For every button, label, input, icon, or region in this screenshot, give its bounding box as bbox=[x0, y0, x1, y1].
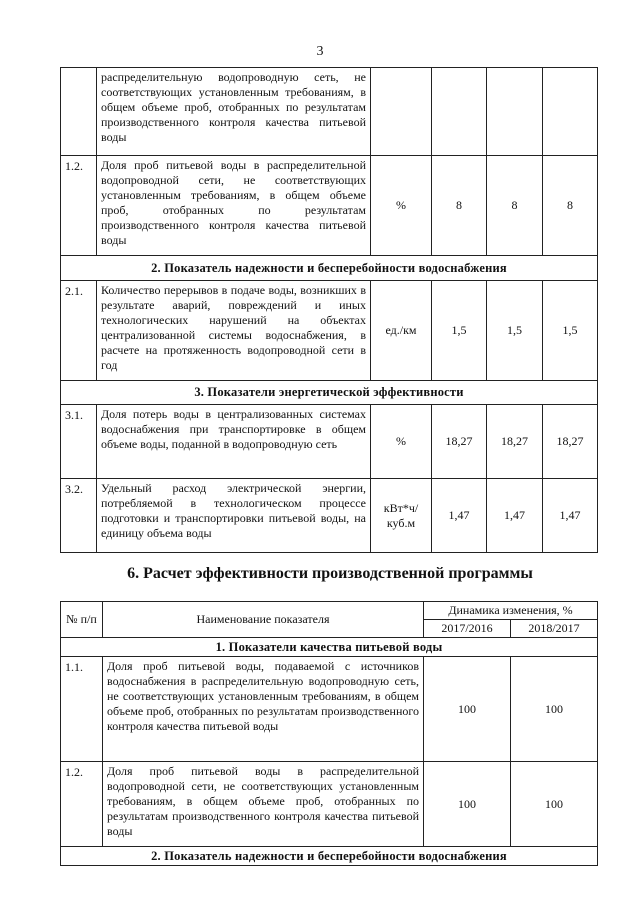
row-value-3: 1,5 bbox=[543, 281, 598, 381]
row-number: 3.2. bbox=[61, 479, 97, 553]
row-value-1: 8 bbox=[432, 156, 487, 256]
row-value-1: 1,5 bbox=[432, 281, 487, 381]
table-row bbox=[61, 68, 598, 156]
section-title: 1. Показатели качества питьевой воды bbox=[61, 638, 598, 657]
section-heading: 6. Расчет эффективности производственной программы bbox=[127, 565, 533, 582]
header-name: Наименование показателя bbox=[103, 602, 424, 638]
row-unit: ед./км bbox=[371, 281, 432, 381]
row-value-2: 100 bbox=[511, 762, 598, 847]
row-value-3: 1,47 bbox=[543, 479, 598, 553]
row-unit: кВт*ч/ куб.м bbox=[371, 479, 432, 553]
table-row bbox=[61, 479, 598, 553]
row-unit: % bbox=[371, 156, 432, 256]
table-row bbox=[61, 281, 598, 381]
row-number: 1.2. bbox=[61, 156, 97, 256]
row-value-3 bbox=[543, 68, 598, 156]
row-description: Доля потерь воды в централизованных системах водоснабжения при транспортировке в общем объеме воды, поданной в водопроводную сеть bbox=[97, 405, 371, 479]
row-value-2: 1,5 bbox=[487, 281, 543, 381]
table-row bbox=[61, 762, 598, 847]
row-value-1: 100 bbox=[424, 657, 511, 762]
row-number: 3.1. bbox=[61, 405, 97, 479]
table-row bbox=[61, 405, 598, 479]
row-unit: % bbox=[371, 405, 432, 479]
row-number: 2.1. bbox=[61, 281, 97, 381]
section-title: 3. Показатели энергетической эффективности bbox=[61, 381, 598, 405]
header-period-1: 2017/2016 bbox=[424, 620, 511, 638]
row-value-2: 1,47 bbox=[487, 479, 543, 553]
section-row bbox=[61, 256, 598, 281]
indicators-table bbox=[60, 67, 598, 553]
row-value-3: 18,27 bbox=[543, 405, 598, 479]
row-description: Количество перерывов в подаче воды, возникших в результате аварий, повреждений и иных технологических нарушений на объектах централизованной системы водоснабжения, в расчете на протяженность водопроводной сети в год bbox=[97, 281, 371, 381]
row-value-1: 1,47 bbox=[432, 479, 487, 553]
header-row bbox=[61, 602, 598, 620]
row-description: Удельный расход электрической энергии, потребляемой в технологическом процессе подготовки и транспортировки питьевой воды, на единицу объема воды bbox=[97, 479, 371, 553]
row-number: 1.1. bbox=[61, 657, 103, 762]
row-unit bbox=[371, 68, 432, 156]
row-value-2: 18,27 bbox=[487, 405, 543, 479]
section-row bbox=[61, 847, 598, 866]
section-row bbox=[61, 381, 598, 405]
efficiency-table bbox=[60, 601, 598, 866]
row-value-3: 8 bbox=[543, 156, 598, 256]
table-row bbox=[61, 156, 598, 256]
row-description: Доля проб питьевой воды в распределительной водопроводной сети, не соответствующих установленным требованиям, в общем объеме проб, отобранных по результатам производственного контроля качества питьевой воды bbox=[103, 762, 424, 847]
section-row bbox=[61, 638, 598, 657]
section-title: 2. Показатель надежности и бесперебойности водоснабжения bbox=[61, 256, 598, 281]
row-description: Доля проб питьевой воды в распределительной водопроводной сети, не соответствующих установленным требованиям, в общем объеме проб, отобранных по результатам производственного контроля качества питьевой воды bbox=[97, 156, 371, 256]
row-value-2: 100 bbox=[511, 657, 598, 762]
row-value-2: 8 bbox=[487, 156, 543, 256]
row-value-1 bbox=[432, 68, 487, 156]
row-number: 1.2. bbox=[61, 762, 103, 847]
table-row bbox=[61, 657, 598, 762]
header-dynamics: Динамика изменения, % bbox=[424, 602, 598, 620]
row-description: Доля проб питьевой воды, подаваемой с источников водоснабжения в распределительную водопроводную сеть, не соответствующих установленным требованиям, в общем объеме проб, отобранных по результатам производственного контроля качества питьевой воды bbox=[103, 657, 424, 762]
row-value-1: 100 bbox=[424, 762, 511, 847]
header-number: № п/п bbox=[61, 602, 103, 638]
row-number bbox=[61, 68, 97, 156]
row-value-1: 18,27 bbox=[432, 405, 487, 479]
row-description: распределительную водопроводную сеть, не соответствующих установленным требованиям, в общем объеме проб, отобранных по результатам производственного контроля качества питьевой воды bbox=[97, 68, 371, 156]
header-period-2: 2018/2017 bbox=[511, 620, 598, 638]
row-value-2 bbox=[487, 68, 543, 156]
section-title: 2. Показатель надежности и бесперебойности водоснабжения bbox=[61, 847, 598, 866]
page-number: 3 bbox=[316, 44, 324, 59]
